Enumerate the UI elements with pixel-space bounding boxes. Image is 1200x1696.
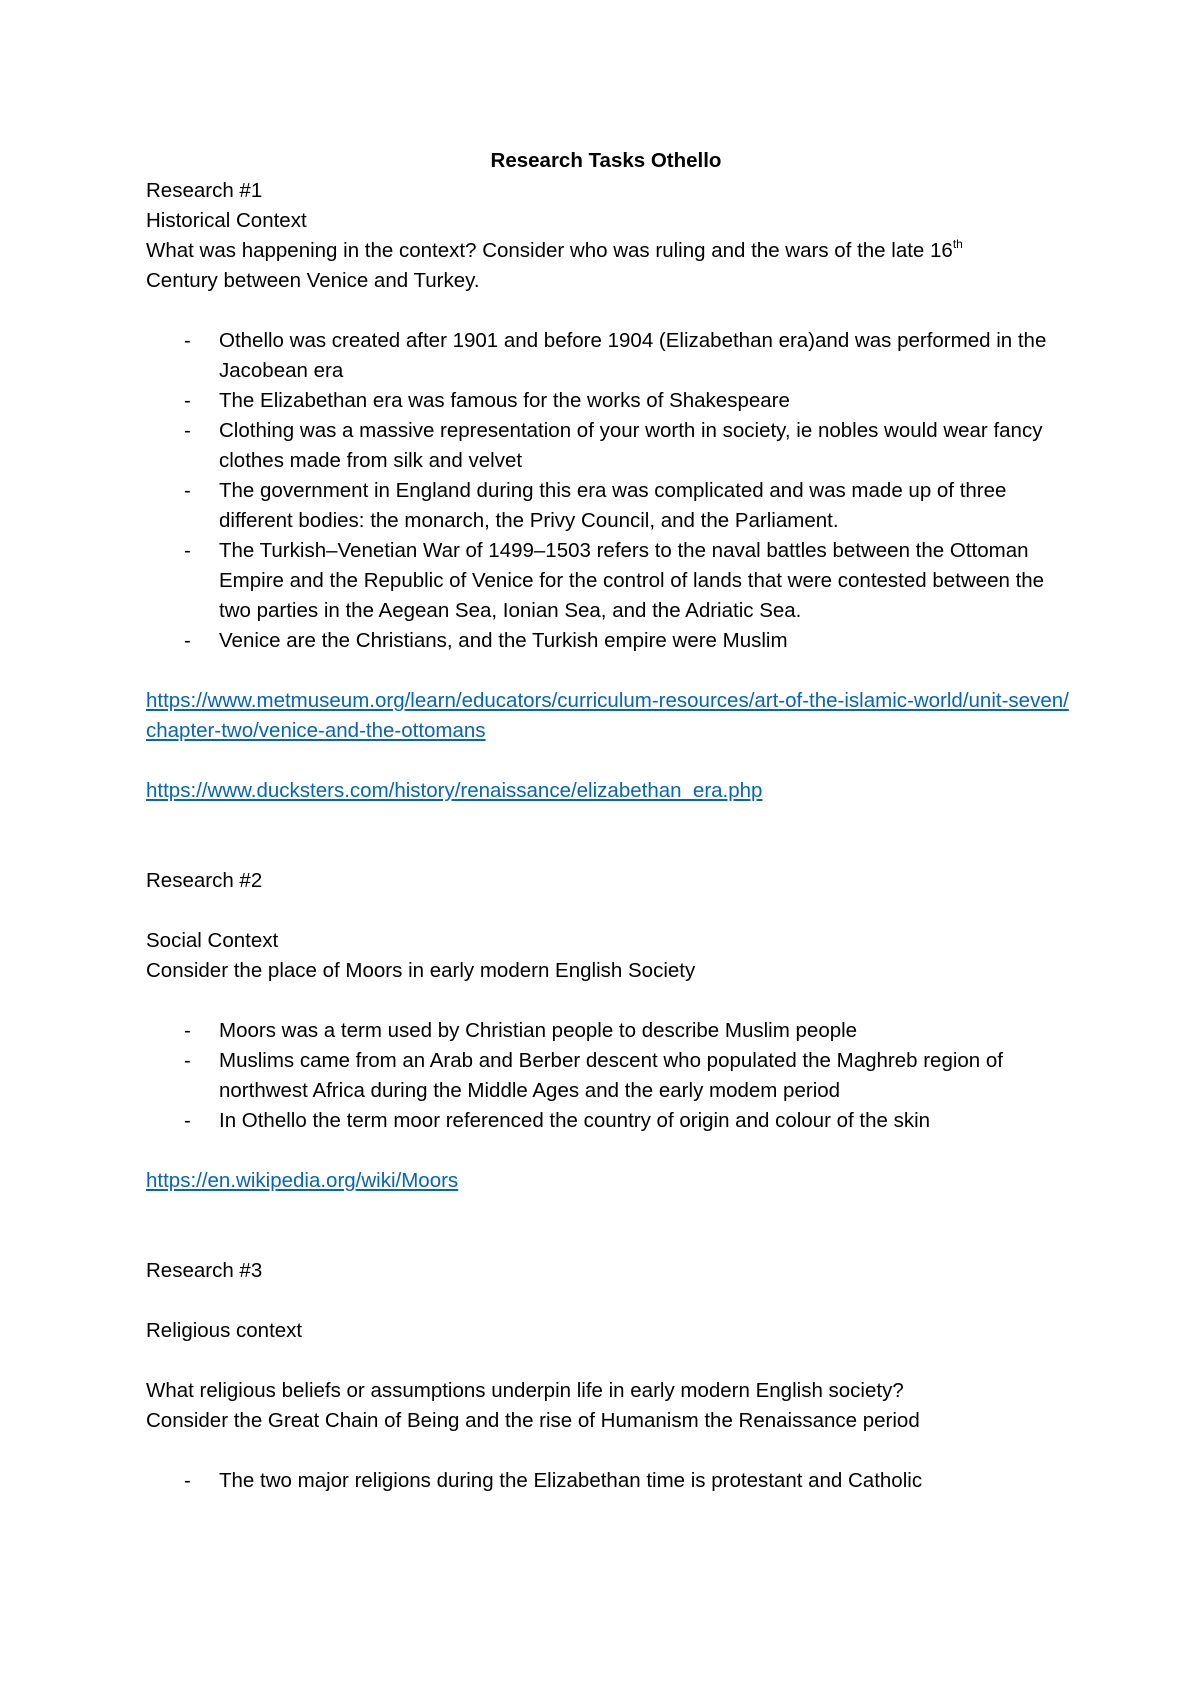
research1-question-superscript: th — [952, 237, 963, 251]
list-item-text: Muslims came from an Arab and Berber descent who populated the Maghreb region of northwest Africa during the Middle Ages and the early modem period — [219, 1049, 1003, 1102]
bullet-dash: - — [184, 1019, 191, 1042]
list-item — [146, 1016, 1076, 1046]
list-item — [146, 1106, 1076, 1136]
list-item — [146, 326, 1076, 386]
list-item-text: The Turkish–Venetian War of 1499–1503 refers to the naval battles between the Ottoman Empire and the Republic of Venice for the control of lands that were contested between the two parties in the Aegean Sea, Ionian Sea, and the Adriatic Sea. — [219, 539, 1045, 622]
document-body — [146, 146, 1076, 1496]
metmuseum-link[interactable]: https://www.metmuseum.org/learn/educators/curriculum-resources/art-of-the-islamic-world/unit-seven/chapter-two/venice-and-the-ottomans — [146, 689, 1069, 742]
bullet-dash: - — [184, 329, 191, 352]
list-item-text: Othello was created after 1901 and before 1904 (Elizabethan era)and was performed in the Jacobean era — [219, 329, 1047, 382]
bullet-dash: - — [184, 1109, 191, 1132]
list-item — [146, 476, 1076, 536]
bullet-dash: - — [184, 479, 191, 502]
list-item-text: The government in England during this era was complicated and was made up of three different bodies: the monarch, the Privy Council, and the Parliament. — [219, 479, 1007, 532]
list-item-text: The two major religions during the Elizabethan time is protestant and Catholic — [219, 1469, 923, 1492]
ducksters-link[interactable]: https://www.ducksters.com/history/renaissance/elizabethan_era.php — [146, 779, 763, 802]
research2-bullet-list — [146, 1016, 1076, 1136]
research3-subheading: Religious context — [146, 1319, 303, 1342]
bullet-dash: - — [184, 1469, 191, 1492]
document-title: Research Tasks Othello — [490, 149, 722, 172]
research2-heading: Research #2 — [146, 869, 263, 892]
list-item-text: Moors was a term used by Christian people to describe Muslim people — [219, 1019, 858, 1042]
bullet-dash: - — [184, 539, 191, 562]
research1-heading: Research #1 — [146, 179, 263, 202]
list-item-text: In Othello the term moor referenced the country of origin and colour of the skin — [219, 1109, 931, 1132]
list-item — [146, 416, 1076, 476]
research1-question-text-2: Century between Venice and Turkey. — [146, 269, 480, 292]
list-item — [146, 626, 1076, 656]
list-item-text: Clothing was a massive representation of your worth in society, ie nobles would wear fancy clothes made from silk and velvet — [219, 419, 1043, 472]
research3-question-text-2: Consider the Great Chain of Being and the rise of Humanism the Renaissance period — [146, 1409, 920, 1432]
research1-question-text: What was happening in the context? Consider who was ruling and the wars of the late 16 — [146, 239, 953, 262]
list-item — [146, 1046, 1076, 1106]
research3-heading: Research #3 — [146, 1259, 263, 1282]
bullet-dash: - — [184, 389, 191, 412]
research3-question-text: What religious beliefs or assumptions underpin life in early modern English society? — [146, 1379, 904, 1402]
list-item — [146, 536, 1076, 626]
research1-question — [146, 236, 1076, 296]
research3-bullet-list — [146, 1466, 1076, 1496]
bullet-dash: - — [184, 1049, 191, 1072]
list-item-text: The Elizabethan era was famous for the works of Shakespeare — [219, 389, 790, 412]
bullet-dash: - — [184, 629, 191, 652]
research2-subheading: Social Context — [146, 929, 279, 952]
list-item — [146, 1466, 1076, 1496]
list-item — [146, 386, 1076, 416]
research3-question — [146, 1376, 1076, 1436]
research2-question: Consider the place of Moors in early modern English Society — [146, 959, 696, 982]
research1-subheading: Historical Context — [146, 209, 307, 232]
bullet-dash: - — [184, 419, 191, 442]
research1-bullet-list — [146, 326, 1076, 656]
list-item-text: Venice are the Christians, and the Turkish empire were Muslim — [219, 629, 788, 652]
wikipedia-moors-link[interactable]: https://en.wikipedia.org/wiki/Moors — [146, 1169, 459, 1192]
